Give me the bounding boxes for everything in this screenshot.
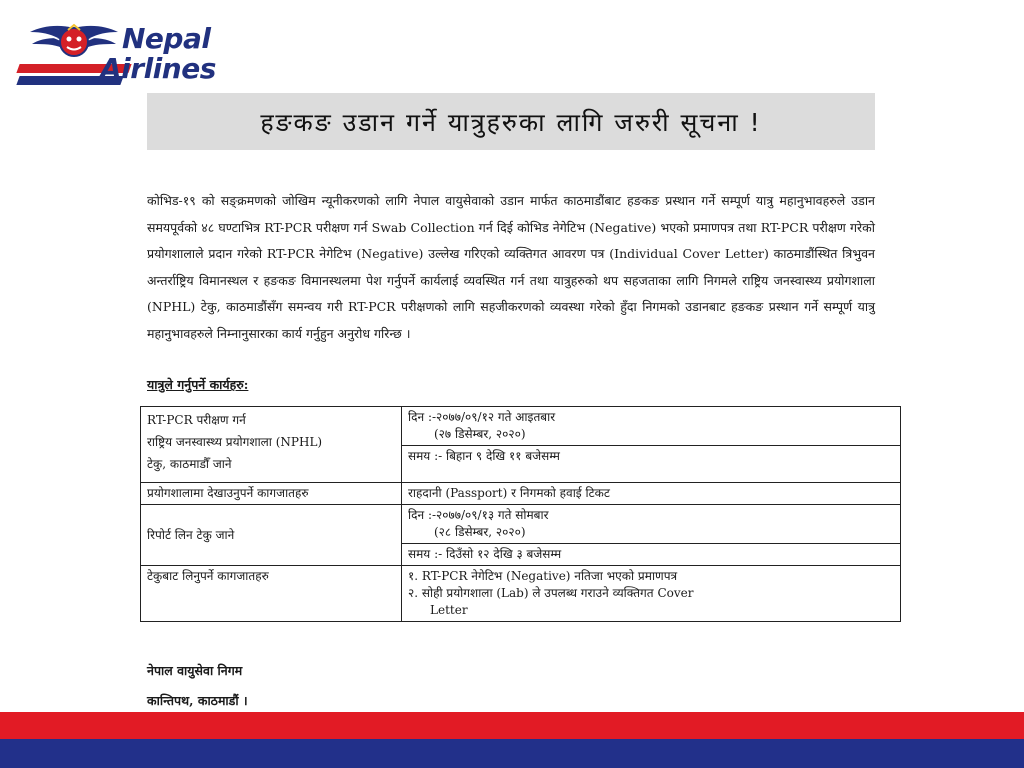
row3-time: समय :- दिउँसो १२ देखि ३ बजेसम्म — [408, 547, 562, 561]
table-cell-label — [141, 566, 402, 622]
footer-blue-band — [0, 739, 1024, 768]
nepal-airlines-logo — [18, 22, 248, 88]
row2-label: प्रयोगशालामा देखाउनुपर्ने कागजातहरु — [147, 486, 309, 500]
notice-title: हङकङ उडान गर्ने यात्रुहरुका लागि जरुरी सूचना ! — [147, 93, 875, 150]
table-cell-label — [141, 407, 402, 483]
tasks-heading: यात्रुले गर्नुपर्ने कार्यहरु: — [147, 377, 249, 392]
table-cell-label — [141, 505, 402, 566]
row3-label: रिपोर्ट लिन टेकु जाने — [147, 527, 235, 542]
row1-date-line2: (२७ डिसेम्बर, २०२०) — [434, 427, 526, 441]
row4-label: टेकुबाट लिनुपर्ने कागजातहरु — [147, 569, 269, 583]
row3-date-line1: दिन :-२०७७/०९/१३ गते सोमबार — [408, 508, 549, 522]
table-cell-list — [402, 566, 901, 622]
footer-red-band — [0, 712, 1024, 739]
row1-label-line2: राष्ट्रिय जनस्वास्थ्य प्रयोगशाला (NPHL) — [147, 435, 323, 449]
row1-time: समय :- बिहान ९ देखि ११ बजेसम्म — [408, 449, 560, 463]
table-row — [141, 566, 901, 622]
row4-item1: १. RT-PCR नेगेटिभ (Negative) नतिजा भएको प्रमाणपत्र — [408, 569, 678, 583]
row1-label-line3: टेकु, काठमाडौँ जाने — [147, 457, 232, 471]
signature-address: कान्तिपथ, काठमाडौं । — [147, 693, 248, 708]
signature-organization: नेपाल वायुसेवा निगम — [147, 663, 243, 678]
logo-word-airlines: Airlines — [100, 52, 216, 85]
table-cell-date — [402, 505, 901, 544]
table-cell-label — [141, 483, 402, 505]
table-row — [141, 407, 901, 446]
row4-item2: २. सोही प्रयोगशाला (Lab) ले उपलब्ध गराउने व्यक्तिगत Cover — [408, 586, 694, 600]
row2-value: राहदानी (Passport) र निगमको हवाई टिकट — [408, 486, 610, 500]
logo-word-nepal: Nepal — [122, 22, 211, 55]
schedule-table — [140, 406, 901, 622]
table-row — [141, 505, 901, 544]
row3-date-line2: (२८ डिसेम्बर, २०२०) — [434, 525, 526, 539]
row1-label-line1: RT-PCR परीक्षण गर्न — [147, 413, 246, 427]
row1-date-line1: दिन :-२०७७/०९/१२ गते आइतबार — [408, 410, 556, 424]
notice-body-paragraph: कोभिड-१९ को सङ्क्रमणको जोखिम न्यूनीकरणको लागि नेपाल वायुसेवाको उडान मार्फत काठमाडौंबाट हङकङ प्रस्थान गर्ने सम्पूर्ण यात्रु महानुभावहरुले उडान समयपूर्वको ४८ घण्टाभित्र RT-PCR परीक्षण गर्न Swab Collection गर्न दिई कोभिड नेगेटिभ (Negative) भएको प्रमाणपत्र तथा RT-PCR परीक्षण गरेको प्रयोगशालाले प्रदान गरेको RT-PCR नेगेटिभ (Negative) उल्लेख गरिएको व्यक्तिगत आवरण पत्र (Individual Cover Letter) काठमाडौंस्थित त्रिभुवन अन्तर्राष्ट्रिय विमानस्थल र हङकङ विमानस्थलमा पेश गर्नुपर्ने कार्यलाई व्यवस्थित गर्न तथा यात्रुहरुको थप सहजताका लागि निगमले राष्ट्रिय जनस्वास्थ्य प्रयोगशाला (NPHL) टेकु, काठमाडौंसँग समन्वय गरी RT-PCR परीक्षणको लागि सहजीकरणको व्यवस्था गरेको हुँदा निगमको उडानबाट हङकङ प्रस्थान गर्ने सम्पूर्ण यात्रु महानुभावहरुले निम्नानुसारका कार्य गर्नुहुन अनुरोध गरिन्छ । — [147, 193, 875, 341]
table-row — [141, 483, 901, 505]
row4-item2-continued: Letter — [430, 603, 468, 617]
table-cell-value — [402, 483, 901, 505]
table-cell-date — [402, 407, 901, 446]
table-cell-time — [402, 544, 901, 566]
table-cell-time — [402, 446, 901, 483]
